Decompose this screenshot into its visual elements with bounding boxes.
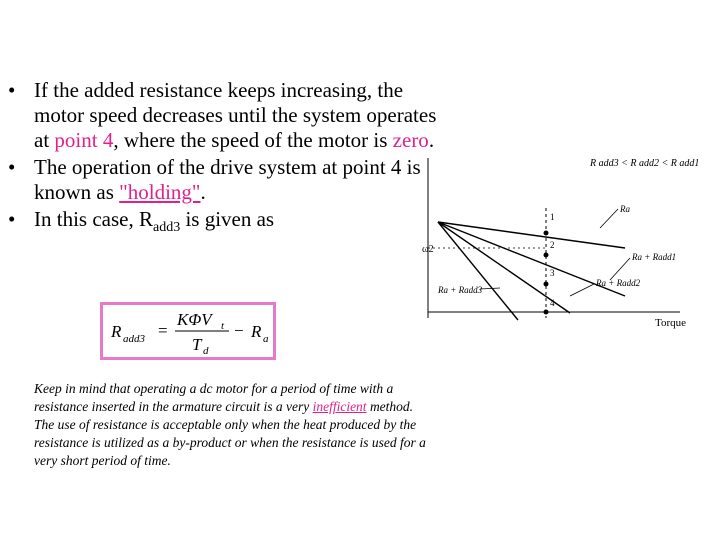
formula-numerator-sub: t bbox=[221, 320, 225, 332]
inefficient-highlight: inefficient bbox=[312, 399, 367, 414]
line-ra bbox=[438, 222, 625, 248]
arrow-ra-radd1 bbox=[610, 258, 630, 280]
operating-point-4 bbox=[544, 310, 549, 315]
formula-minus: − bbox=[234, 321, 244, 340]
label-ra: Ra bbox=[620, 204, 630, 214]
formula-denominator-sub: d bbox=[203, 345, 209, 357]
zero-highlight: zero bbox=[392, 128, 429, 152]
formula-lhs: R bbox=[111, 322, 122, 341]
bullet-dot: • bbox=[8, 78, 16, 102]
operating-point-2 bbox=[544, 253, 549, 258]
point-4-highlight: point 4 bbox=[54, 128, 114, 152]
bullet-dot: • bbox=[8, 155, 16, 179]
bullet-item: • The operation of the drive system at point 4 is known as "holding". bbox=[8, 155, 421, 204]
resistance-order-label: R add3 < R add2 < R add1 bbox=[590, 158, 700, 169]
holding-highlight: "holding" bbox=[119, 180, 201, 204]
formula-denominator: T bbox=[192, 335, 202, 354]
point-label-4: 4 bbox=[550, 298, 555, 308]
arrow-ra-radd2 bbox=[570, 284, 594, 296]
formula-rhs-sub: a bbox=[263, 333, 269, 345]
torque-axis-label: Torque bbox=[655, 317, 686, 329]
operating-point-1 bbox=[544, 231, 549, 236]
omega2-tick-label: ω2 bbox=[422, 244, 434, 255]
speed-torque-svg bbox=[420, 148, 720, 340]
bullet-item: • If the added resistance keeps increasing, the motor speed decreases until the system operates at point 4, where the speed of the motor is zero. bbox=[8, 78, 437, 152]
line-ra-radd3 bbox=[438, 222, 518, 320]
formula-box bbox=[100, 302, 276, 360]
formula-svg bbox=[103, 305, 273, 357]
formula-equals: = bbox=[158, 321, 168, 340]
bullet-item: • In this case, $R_{add3}$ is given as bbox=[8, 207, 275, 236]
formula-lhs-sub: add3 bbox=[123, 333, 145, 345]
point-label-2: 2 bbox=[550, 240, 555, 250]
bullet-dot: • bbox=[8, 207, 16, 231]
arrow-ra-radd3 bbox=[480, 288, 500, 289]
operating-point-3 bbox=[544, 282, 549, 287]
formula-rhs: R bbox=[251, 322, 262, 341]
formula-numerator: KΦV bbox=[177, 310, 212, 329]
arrow-ra bbox=[600, 209, 618, 228]
bullet-list bbox=[6, 78, 446, 242]
speed-torque-diagram bbox=[420, 148, 720, 340]
label-ra-radd2: Ra + Radd2 bbox=[596, 278, 641, 288]
label-ra-radd3: Ra + Radd3 bbox=[438, 285, 483, 295]
label-ra-radd1: Ra + Radd1 bbox=[632, 252, 677, 262]
note-paragraph: Keep in mind that operating a dc motor for a period of time with a resistance inserted in the armature circuit is a very inefficient method. The use of resistance is acceptable only when the heat produced by the resistance is utilized as a by-product or when the resistance is used for a very short period of time. bbox=[34, 381, 426, 468]
point-label-3: 3 bbox=[550, 268, 555, 278]
point-label-1: 1 bbox=[550, 212, 555, 222]
